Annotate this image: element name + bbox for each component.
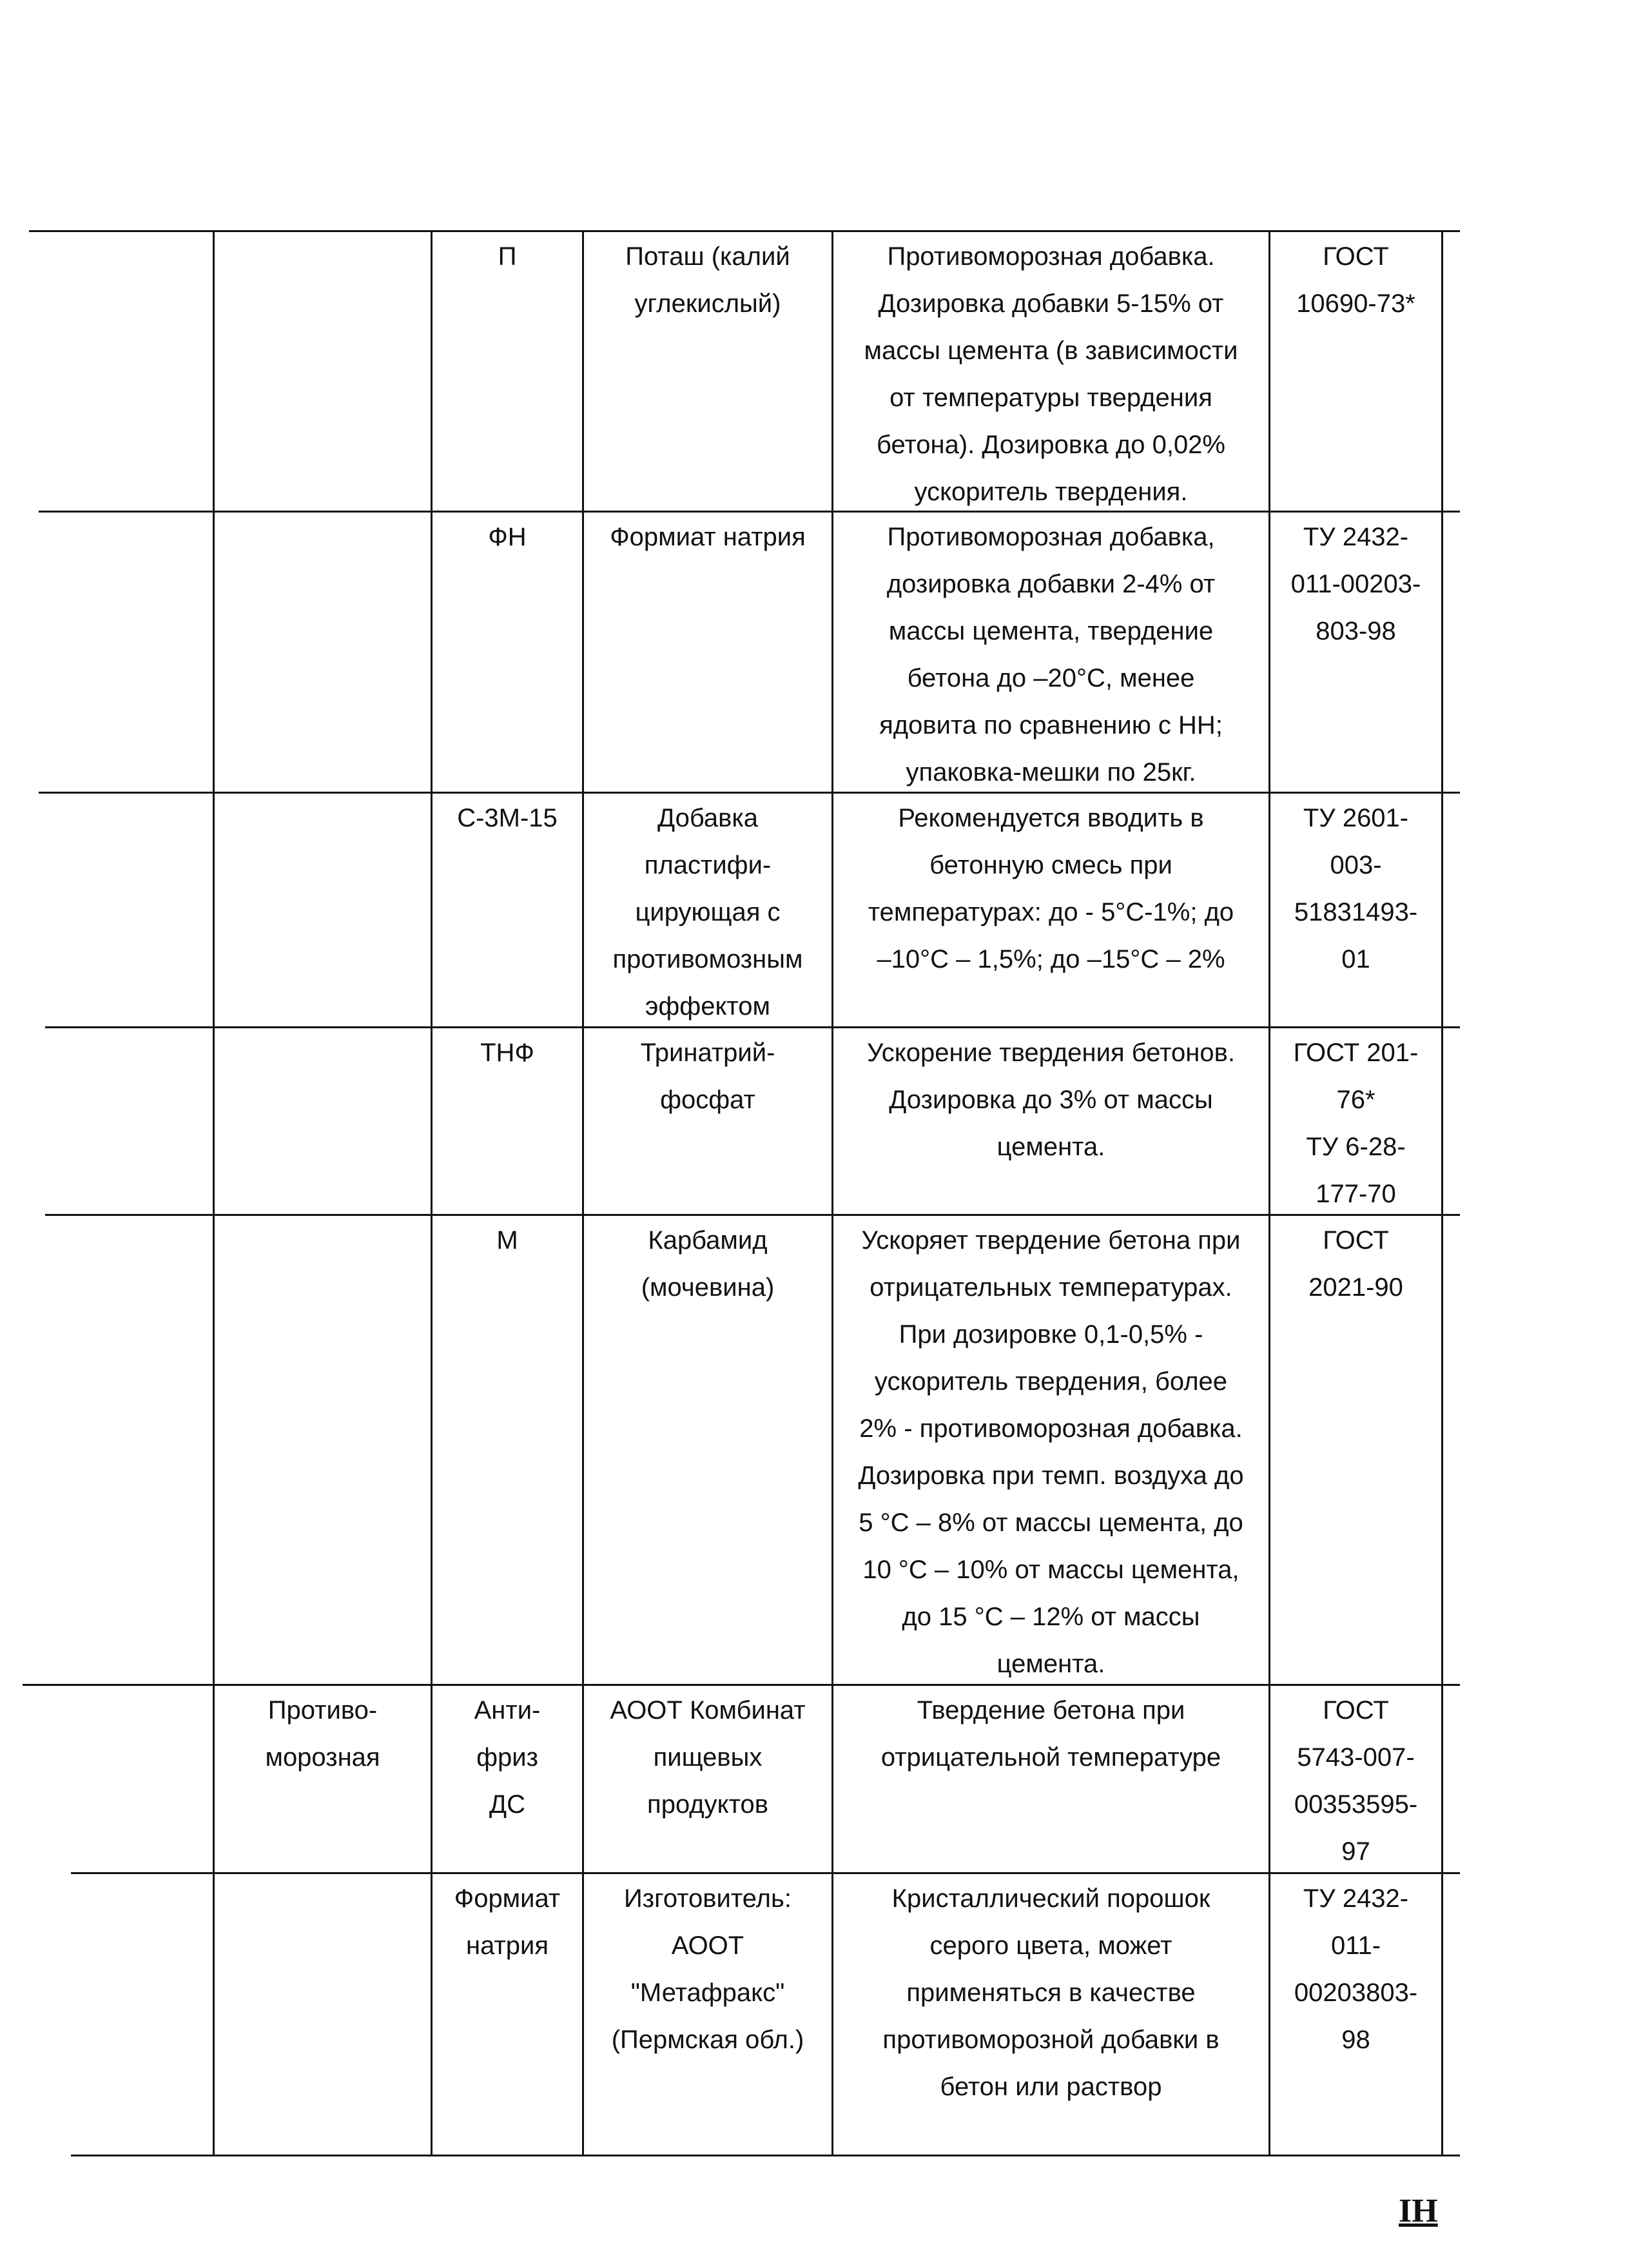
standard-line: 97 — [1341, 1837, 1370, 1866]
description-line: бетона). Дозировка до 0,02% — [877, 431, 1225, 459]
row-divider — [45, 1214, 1460, 1216]
cell-standard — [1270, 233, 1441, 327]
standard-line: 177-70 — [1316, 1180, 1396, 1208]
code-line: фриз — [476, 1743, 538, 1772]
name-line: "Метафракс" — [630, 1979, 785, 2007]
cell-code — [432, 233, 582, 280]
standard-line: 011- — [1330, 1931, 1381, 1960]
description-line: –10°С – 1,5%; до –15°С – 2% — [877, 945, 1225, 973]
cell-code — [432, 1875, 582, 1970]
name-line: АООТ Комбинат — [610, 1696, 806, 1725]
name-line: Формиат натрия — [610, 523, 806, 551]
cell-standard — [1270, 1030, 1441, 1218]
description-line: до 15 °С – 12% от массы — [902, 1603, 1200, 1631]
cell-code — [432, 514, 582, 561]
code-line: натрия — [465, 1931, 549, 1960]
standard-line: ГОСТ — [1323, 1696, 1389, 1725]
standard-line: 76* — [1336, 1086, 1375, 1114]
cell-name — [584, 1687, 831, 1828]
name-line: пластифи- — [644, 851, 772, 879]
row-divider — [71, 2155, 1460, 2156]
description-line: Дозировка добавки 5-15% от — [878, 289, 1224, 318]
code-line: М — [496, 1226, 518, 1255]
cell-description — [833, 1687, 1268, 1781]
name-line: пищевых — [653, 1743, 763, 1772]
code-line: С-3М-15 — [457, 804, 558, 832]
standard-line: ТУ 2432- — [1303, 523, 1409, 551]
group-line: Противо- — [267, 1696, 378, 1725]
standard-line: 803-98 — [1316, 617, 1396, 645]
standard-line: 10690-73* — [1296, 289, 1415, 318]
name-line: продуктов — [647, 1790, 768, 1819]
cell-description — [833, 1875, 1268, 2111]
cell-name — [584, 795, 831, 1030]
cell-standard — [1270, 1875, 1441, 2064]
cell-standard — [1270, 1687, 1441, 1875]
cell-description — [833, 514, 1268, 796]
cell-code — [432, 795, 582, 842]
description-line: Кристаллический порошок — [891, 1884, 1210, 1913]
code-line: П — [498, 242, 517, 271]
description-line: бетон или раствор — [940, 2073, 1162, 2101]
description-line: массы цемента (в зависимости — [864, 337, 1238, 365]
standard-line: ГОСТ — [1323, 242, 1389, 271]
description-line: бетона до –20°С, менее — [907, 664, 1195, 692]
description-line: Ускорение твердения бетонов. — [867, 1039, 1235, 1067]
cell-standard — [1270, 514, 1441, 655]
group-line: морозная — [265, 1743, 380, 1772]
name-line: цирующая с — [635, 898, 781, 926]
name-line: АООТ — [671, 1931, 744, 1960]
cell-name — [584, 1217, 831, 1311]
name-line: (Пермская обл.) — [611, 2026, 804, 2054]
name-line: фосфат — [660, 1086, 755, 1114]
description-line: 2% - противоморозная добавка. — [859, 1414, 1243, 1443]
description-line: 10 °С – 10% от массы цемента, — [862, 1556, 1239, 1584]
cell-code — [432, 1687, 582, 1828]
standard-line: 00203803- — [1294, 1979, 1418, 2007]
description-line: серого цвета, может — [929, 1931, 1172, 1960]
page-number: IH — [1399, 2193, 1438, 2229]
description-line: ускоритель твердения. — [914, 478, 1188, 506]
standard-line: ГОСТ 201- — [1293, 1039, 1419, 1067]
name-line: Изготовитель: — [624, 1884, 792, 1913]
standard-line: ТУ 2432- — [1303, 1884, 1409, 1913]
standard-line: 011-00203- — [1290, 570, 1421, 598]
name-line: Добавка — [657, 804, 758, 832]
code-line: Формиат — [454, 1884, 561, 1913]
description-line: дозировка добавки 2-4% от — [886, 570, 1216, 598]
standard-line: ТУ 2601- — [1303, 804, 1409, 832]
standard-line: 98 — [1341, 2026, 1370, 2054]
cell-description — [833, 1030, 1268, 1171]
description-line: При дозировке 0,1-0,5% - — [899, 1320, 1203, 1349]
standard-line: 00353595- — [1294, 1790, 1418, 1819]
cell-name — [584, 514, 831, 561]
description-line: Рекомендуется вводить в — [898, 804, 1204, 832]
description-line: массы цемента, твердение — [888, 617, 1214, 645]
name-line: Тринатрий- — [640, 1039, 775, 1067]
name-line: Карбамид — [648, 1226, 768, 1255]
standard-line: 2021-90 — [1308, 1273, 1403, 1302]
cell-description — [833, 233, 1268, 516]
code-line: ДС — [489, 1790, 525, 1819]
name-line: (мочевина) — [641, 1273, 775, 1302]
description-line: Противоморозная добавка, — [887, 523, 1215, 551]
standard-line: ТУ 6-28- — [1306, 1133, 1406, 1161]
description-line: 5 °С – 8% от массы цемента, до — [859, 1509, 1243, 1537]
description-line: ускоритель твердения, более — [874, 1367, 1228, 1396]
column-divider — [213, 230, 215, 2156]
standard-line: 01 — [1341, 945, 1370, 973]
code-line: Анти- — [474, 1696, 541, 1725]
cell-name — [584, 1030, 831, 1124]
code-line: ФН — [488, 523, 527, 551]
standard-line: 5743-007- — [1297, 1743, 1415, 1772]
cell-standard — [1270, 1217, 1441, 1311]
standard-line: 51831493- — [1294, 898, 1418, 926]
cell-code — [432, 1030, 582, 1077]
column-divider — [1441, 230, 1443, 2156]
description-line: противоморозной добавки в — [882, 2026, 1220, 2054]
description-line: отрицательной температуре — [880, 1743, 1221, 1772]
description-line: Дозировка до 3% от массы — [889, 1086, 1213, 1114]
cell-group — [215, 1687, 431, 1781]
cell-name — [584, 1875, 831, 2064]
description-line: Твердение бетона при — [917, 1696, 1185, 1725]
description-line: цемента. — [996, 1133, 1105, 1161]
description-line: Дозировка при темп. воздуха до — [858, 1461, 1244, 1490]
description-line: бетонную смесь при — [929, 851, 1172, 879]
cell-description — [833, 1217, 1268, 1688]
row-divider — [29, 230, 1460, 232]
description-line: отрицательных температурах. — [870, 1273, 1232, 1302]
cell-description — [833, 795, 1268, 983]
name-line: противомозным — [612, 945, 803, 973]
description-line: температурах: до - 5°С-1%; до — [868, 898, 1234, 926]
row-divider — [71, 1872, 1460, 1874]
description-line: упаковка-мешки по 25кг. — [906, 758, 1196, 787]
description-line: от температуры твердения — [889, 384, 1212, 412]
description-line: ядовита по сравнению с НН; — [879, 711, 1223, 739]
standard-line: 003- — [1330, 851, 1382, 879]
cell-name — [584, 233, 831, 327]
standard-line: ГОСТ — [1323, 1226, 1389, 1255]
description-line: Ускоряет твердение бетона при — [861, 1226, 1241, 1255]
cell-standard — [1270, 795, 1441, 983]
cell-code — [432, 1217, 582, 1264]
description-line: Противоморозная добавка. — [887, 242, 1215, 271]
description-line: цемента. — [996, 1650, 1105, 1678]
name-line: углекислый) — [634, 289, 781, 318]
name-line: Поташ (калий — [625, 242, 790, 271]
code-line: ТНФ — [480, 1039, 534, 1067]
description-line: применяться в качестве — [906, 1979, 1196, 2007]
name-line: эффектом — [645, 992, 771, 1021]
